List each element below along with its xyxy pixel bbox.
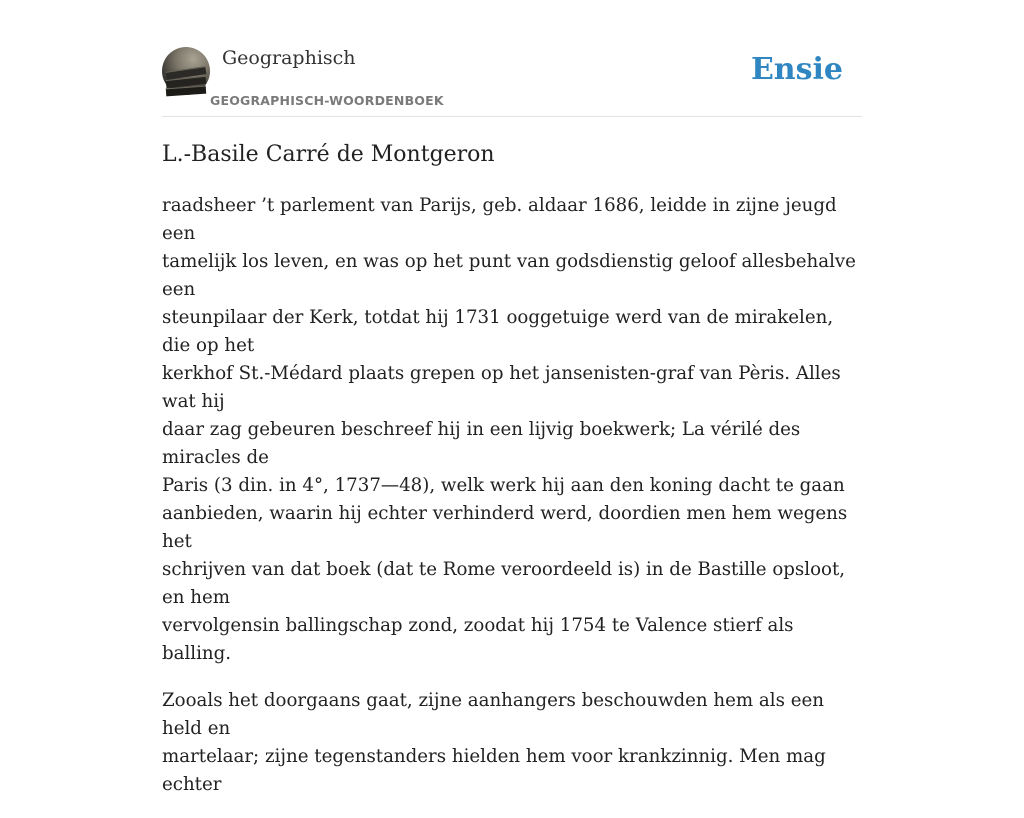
text-line: Paris (3 din. in 4°, 1737—48), welk werk hij aan den koning dacht te gaan — [162, 475, 845, 496]
paragraph-1 — [162, 192, 862, 668]
text-line: vervolgensin ballingschap zond, zoodat hij 1754 te Valence stierf als balling. — [162, 615, 794, 664]
text-line: steunpilaar der Kerk, totdat hij 1731 ooggetuige werd van de mirakelen, die op het — [162, 307, 834, 356]
books-avatar-icon[interactable] — [162, 47, 210, 95]
page-title: L.-Basile Carré de Montgeron — [162, 142, 495, 167]
text-line: daar zag gebeuren beschreef hij in een lijvig boekwerk; La vérilé des miracles de — [162, 419, 801, 468]
header — [162, 46, 862, 117]
paragraph-2 — [162, 687, 862, 799]
text-line: tamelijk los leven, en was op het punt van godsdienstig geloof allesbehalve een — [162, 251, 856, 300]
text-line: schrijven van dat boek (dat te Rome veroordeeld is) in de Bastille opsloot, en hem — [162, 559, 846, 608]
brand-logo-link[interactable]: Ensie — [750, 52, 843, 87]
text-line: aanbieden, waarin hij echter verhinderd werd, doordien men hem wegens het — [162, 503, 848, 552]
text-line: Zooals het doorgaans gaat, zijne aanhangers beschouwden hem als een held en — [162, 690, 824, 739]
book-subtitle[interactable]: GEOGRAPHISCH-WOORDENBOEK — [210, 93, 444, 108]
text-line: martelaar; zijne tegenstanders hielden hem voor krankzinnig. Men mag echter — [162, 746, 826, 795]
text-line: kerkhof St.-Médard plaats grepen op het jansenisten-graf van Pèris. Alles wat hij — [162, 363, 841, 412]
text-line: raadsheer ’t parlement van Parijs, geb. aldaar 1686, leidde in zijne jeugd een — [162, 195, 837, 244]
article-body — [162, 192, 862, 818]
book-spine-icon — [166, 86, 206, 97]
book-title[interactable]: Geographisch — [222, 47, 356, 69]
